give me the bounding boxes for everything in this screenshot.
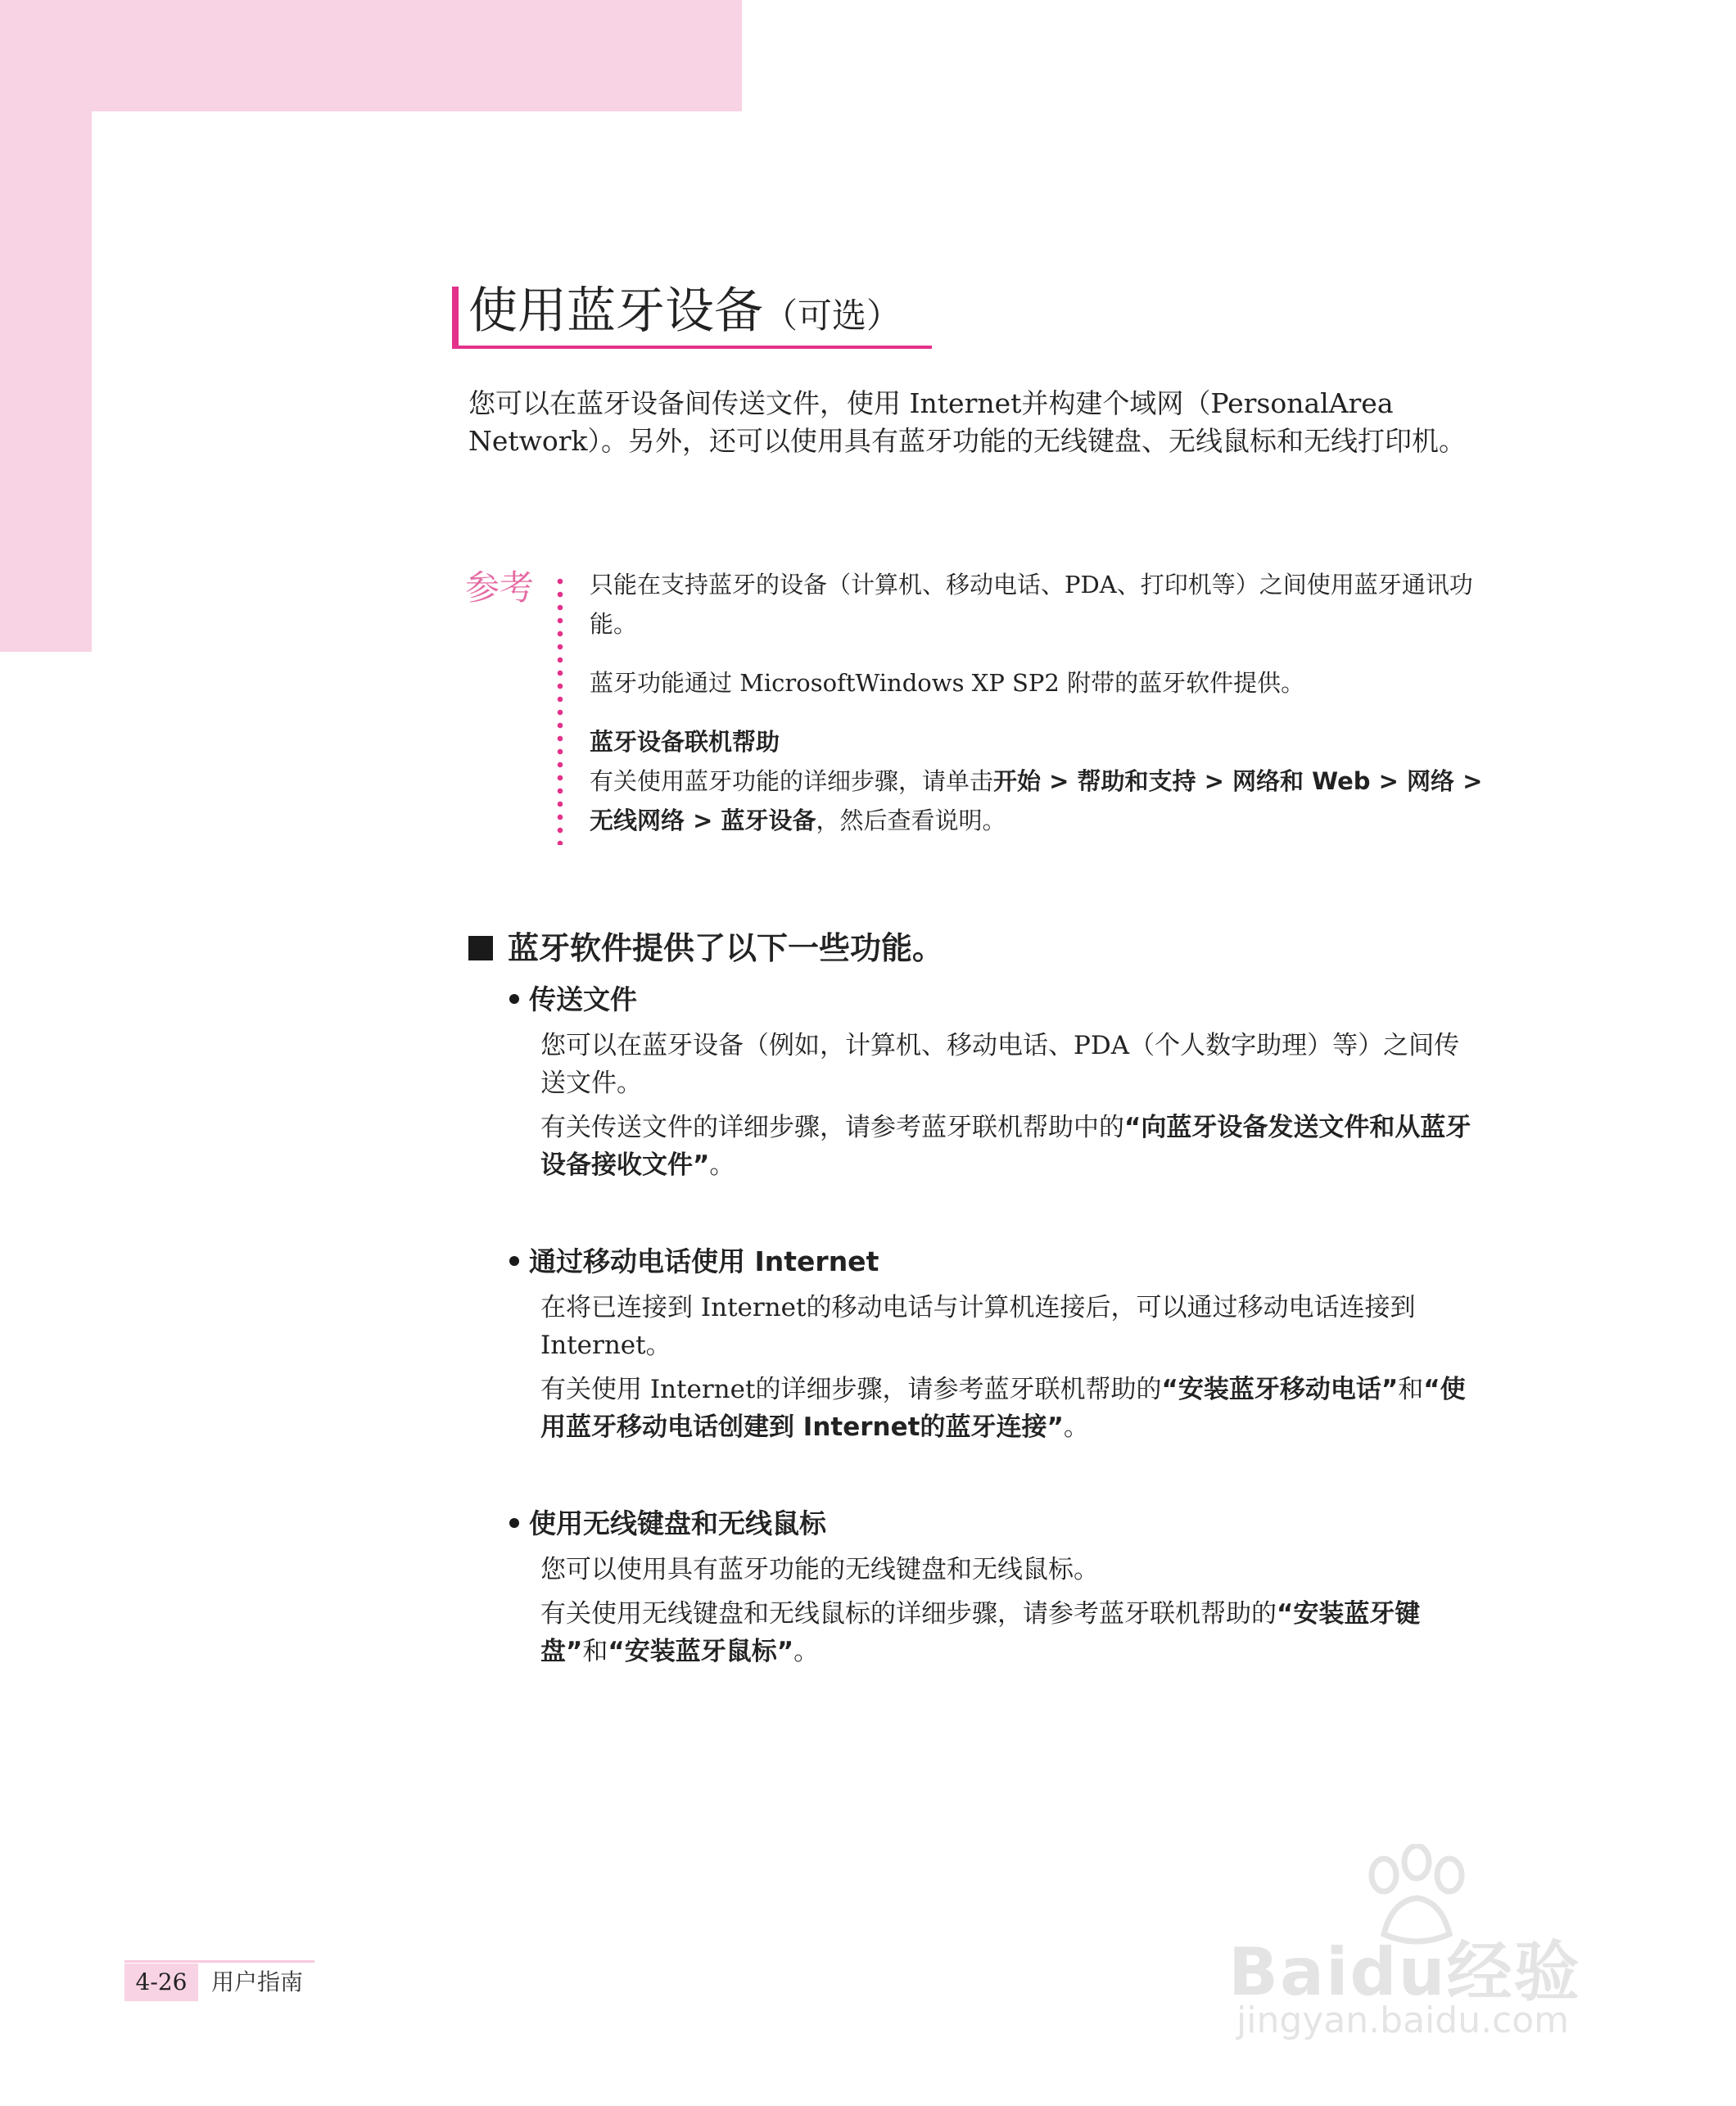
ref-end: 。 — [1063, 1412, 1089, 1442]
footer-rule — [124, 1960, 314, 1963]
feature-title-text: 通过移动电话使用 Internet — [529, 1245, 879, 1277]
feature-title-text: 传送文件 — [529, 983, 637, 1015]
page-number: 4-26 — [124, 1964, 198, 2001]
page-title — [452, 280, 932, 346]
feature-transfer-files — [509, 979, 1476, 1191]
watermark-brand: Baidu经验 — [1228, 1934, 1581, 2010]
title-main: 使用蓝牙设备 — [468, 282, 763, 340]
path-separator: > — [685, 807, 721, 834]
ref-topic: “安装蓝牙鼠标” — [608, 1637, 794, 1666]
feature-help-reference — [540, 1109, 1476, 1184]
title-accent-bar — [452, 287, 459, 347]
ref-end: 。 — [709, 1150, 735, 1180]
feature-mobile-internet — [509, 1241, 1476, 1453]
ref-joiner: 和 — [1398, 1375, 1424, 1404]
path-start: 开始 — [993, 767, 1042, 795]
ref-joiner: 和 — [582, 1637, 608, 1666]
note-help-post: ，然后查看说明。 — [816, 807, 1006, 834]
note-help-pre: 有关使用蓝牙功能的详细步骤，请单击 — [590, 767, 994, 795]
ref-topic: “安装蓝牙键盘” — [540, 1599, 1421, 1666]
path-separator: > — [1454, 767, 1483, 795]
bullet-dot-icon — [509, 994, 519, 1004]
ref-text: 有关传送文件的详细步骤，请参考蓝牙联机帮助中的 — [540, 1113, 1124, 1142]
note-help-title: 蓝牙设备联机帮助 — [590, 728, 780, 756]
title-text — [468, 280, 901, 347]
path-help: 帮助和支持 — [1077, 767, 1196, 795]
pink-corner-block — [0, 0, 742, 111]
path-bluetooth: 蓝牙设备 — [721, 807, 816, 834]
baidu-watermark — [1228, 1844, 1654, 2040]
section-heading-text: 蓝牙软件提供了以下一些功能。 — [508, 930, 944, 966]
feature-title-text: 使用无线键盘和无线鼠标 — [529, 1507, 826, 1539]
ref-text: 有关使用无线键盘和无线鼠标的详细步骤，请参考蓝牙联机帮助的 — [540, 1599, 1277, 1629]
ref-topic: “安装蓝牙移动电话” — [1161, 1375, 1399, 1404]
ref-end: 。 — [793, 1637, 820, 1666]
feature-description: 您可以在蓝牙设备（例如，计算机、移动电话、PDA（个人数字助理）等）之间传送文件。 — [540, 1031, 1460, 1098]
path-separator: > — [1370, 767, 1408, 795]
title-sub: （可选） — [763, 296, 902, 336]
title-underline — [452, 346, 932, 349]
path-wireless: 无线网络 — [590, 807, 685, 834]
path-network: 网络和 Web — [1232, 767, 1371, 795]
path-net: 网络 — [1407, 767, 1455, 795]
section-heading — [468, 925, 943, 971]
feature-title — [509, 1503, 1476, 1544]
ref-text: 有关使用 Internet的详细步骤，请参考蓝牙联机帮助的 — [540, 1375, 1162, 1404]
note-paragraph-2: 蓝牙功能通过 MicrosoftWindows XP SP2 附带的蓝牙软件提供。 — [590, 669, 1305, 697]
note-paragraph-1: 只能在支持蓝牙的设备（计算机、移动电话、PDA、打印机等）之间使用蓝牙通讯功能。 — [590, 571, 1473, 638]
bullet-dot-icon — [509, 1256, 519, 1266]
path-separator: > — [1196, 767, 1233, 795]
pink-side-block — [0, 111, 92, 652]
feature-wireless-keyboard-mouse — [509, 1503, 1476, 1677]
bullet-dot-icon — [509, 1518, 519, 1528]
ref-topic: “向蓝牙设备发送文件和从蓝牙设备接收文件” — [540, 1113, 1472, 1180]
path-separator: > — [1041, 767, 1078, 795]
feature-description: 您可以使用具有蓝牙功能的无线键盘和无线鼠标。 — [540, 1555, 1099, 1584]
feature-description: 在将已连接到 Internet的移动电话与计算机连接后，可以通过移动电话连接到 Internet。 — [540, 1293, 1416, 1360]
intro-paragraph: 您可以在蓝牙设备间传送文件，使用 Internet并构建个域网（PersonalArea Network）。另外，还可以使用具有蓝牙功能的无线键盘、无线鼠标和无线打印机。 — [468, 387, 1467, 457]
note-label: 参考 — [465, 567, 535, 608]
note-help-paragraph — [590, 762, 1490, 840]
feature-help-reference — [540, 1595, 1476, 1670]
feature-help-reference — [540, 1371, 1476, 1446]
square-bullet-icon — [468, 936, 493, 960]
feature-title — [509, 979, 1476, 1020]
footer-label: 用户指南 — [211, 1968, 304, 1995]
ref-topic: “使用蓝牙移动电话创建到 Internet的蓝牙连接” — [540, 1375, 1466, 1442]
note-body — [590, 565, 1490, 860]
feature-title — [509, 1241, 1476, 1282]
watermark-url: jingyan.baidu.com — [1236, 2000, 1570, 2041]
note-dotted-rule — [557, 575, 563, 845]
